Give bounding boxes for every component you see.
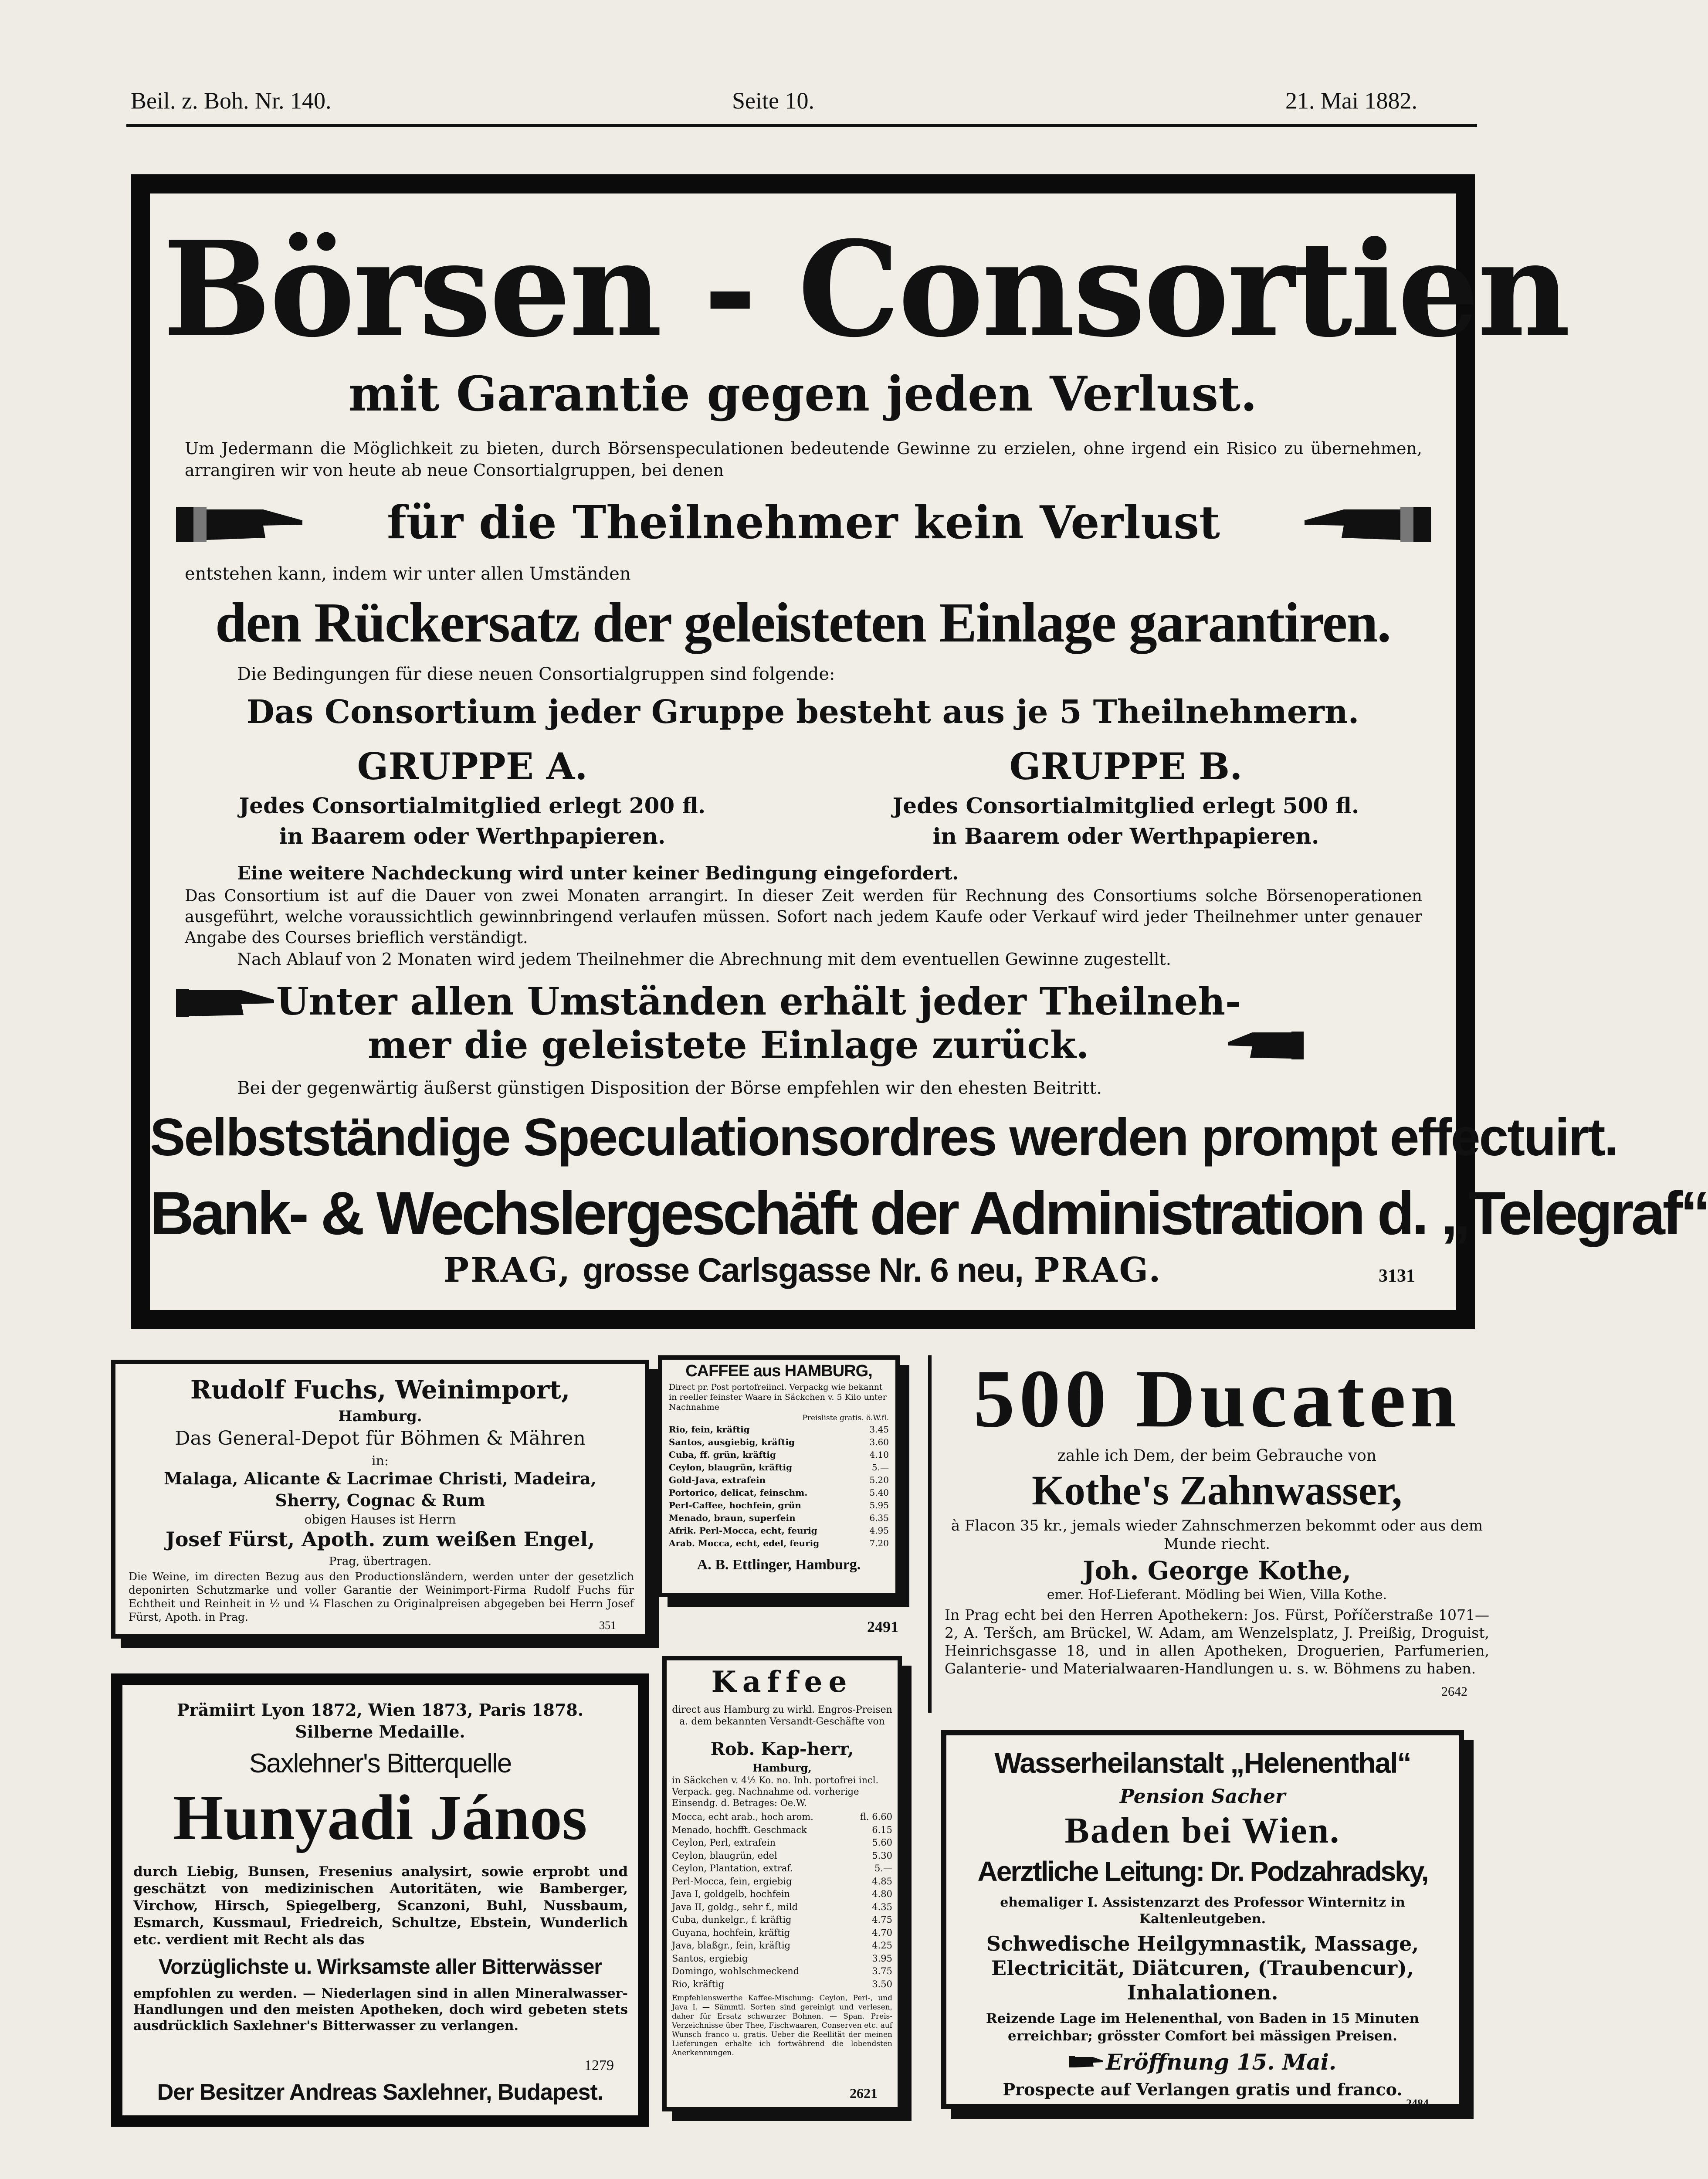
hunyadi-awards: Prämiirt Lyon 1872, Wien 1873, Paris 1878. [177,1700,583,1720]
hunyadi-janos-ad [111,1673,649,2127]
address-city-2: PRAG. [1034,1250,1162,1290]
settlement-text: Nach Ablauf von 2 Monaten wird jedem Theilnehmer die Abrechnung mit dem eventuellen Gewinne zugestellt. [237,950,1171,969]
main-subtitle: mit Garantie gegen jeden Verlust. [348,366,1257,422]
fuchs-weinimport-ad [111,1360,649,1639]
hunyadi-best: Vorzüglichste u. Wirksamste aller Bitterwässer [158,1955,602,1979]
caffee-title: CAFFEE aus HAMBURG, [685,1362,872,1380]
address-line [150,1248,1456,1292]
main-intro: Um Jedermann die Möglichkeit zu bieten, durch Börsenspeculationen bedeutende Gewinne zu erzielen, ohne irgend ein Risico zu übernehmen, arrangiren wir von heute ab neue Consortialgruppen, bei denen [185,439,1422,480]
kaffee-item: Santos, ergiebig 3.95 [672,1953,892,1964]
kaffee-intro: direct aus Hamburg zu wirkl. Engros-Preisen a. dem bekannten Versandt-Geschäfte von [672,1704,892,1727]
kaffee-item: Perl-Mocca, fein, ergiebig 4.85 [672,1876,892,1887]
kaffee-item: Menado, hochfft. Geschmack 6.15 [672,1824,892,1835]
address-street: grosse Carlsgasse Nr. 6 neu, [583,1251,1023,1289]
caffee-item: Afrik. Perl-Mocca, echt, feurig 4.95 [669,1525,889,1536]
emphasis-line1: Unter allen Umständen erhält jeder Theilneh- [276,980,1241,1024]
kaffee-item: Guyana, hochfein, kräftig 4.70 [672,1927,892,1938]
ducaten-ad [928,1355,1494,1713]
orders-line: Selbstständige Speculationsordres werden prompt effectuirt. [150,1107,1618,1167]
fuchs-wines-1: Malaga, Alicante & Lacrimae Christi, Madeira, [164,1469,596,1488]
can-arise: entstehen kann, indem wir unter allen Umständen [185,564,631,584]
caffee-price-header: Preisliste gratis. ö.W.fl. [802,1414,889,1422]
header-rule [126,124,1477,127]
fuchs-pharmacist: Josef Fürst, Apoth. zum weißen Engel, [165,1527,595,1551]
helenenthal-place: Baden bei Wien. [1064,1810,1341,1851]
ducaten-title: 500 Ducaten [973,1353,1461,1445]
kaffee-item: Java I, goldgelb, hochfein 4.80 [672,1889,892,1899]
kaffee-title: Kaffee [711,1665,853,1699]
group-b-title: GRUPPE B. [1009,745,1243,788]
hunyadi-medal: Silberne Medaille. [295,1722,465,1741]
hand-emphasis-end-icon [1226,1028,1305,1065]
hand-left-icon [176,499,307,548]
recommend-text: Bei der gegenwärtig äußerst günstigen Disposition der Börse empfehlen wir den ehesten Beitritt. [237,1078,1102,1098]
hunyadi-owner: Der Besitzer Andreas Saxlehner, Budapest. [157,2080,603,2105]
kaffee-item: Java, blaßgr., fein, kräftig 4.25 [672,1940,892,1951]
kaffee-item: Domingo, wohlschmeckend 3.75 [672,1966,892,1976]
hunyadi-title: Hunyadi János [173,1782,587,1853]
helenenthal-location: Reizende Lage im Helenenthal, von Baden in 15 Minuten erreichbar; grösster Comfort bei mässigen Preisen. [986,2011,1420,2044]
caffee-firm: A. B. Ettlinger, Hamburg. [697,1557,861,1573]
helenenthal-opening: Eröffnung 15. Mai. [946,2049,1459,2075]
duration-text: Das Consortium ist auf die Dauer von zwei Monaten arrangirt. In dieser Zeit werden für Rechnung des Consortiums solche Börsenoperationen ausgeführt, welche voraussichtlich gewinnbringend verlaufen müssen. Sofort nach jedem Kaufe oder Verkauf wird jeder Theilnehmer unter genauer Angabe des Courses brieflich verständigt. [185,886,1422,947]
ducaten-line2: à Flacon 35 kr., jemals wieder Zahnschmerzen bekommt oder aus dem Munde riecht. [951,1517,1483,1553]
helenenthal-doctor-info: ehemaliger I. Assistenzarzt des Professor Winternitz in Kaltenleutgeben. [1000,1895,1405,1927]
kaffee-price-list [672,1811,892,1991]
ducaten-line1: zahle ich Dem, der beim Gebrauche von [1057,1447,1377,1465]
hand-right-icon [1300,499,1431,548]
kaffee-kapherr-ad [662,1656,902,2111]
caffee-item: Santos, ausgiebig, kräftig 3.60 [669,1437,889,1447]
emphasis-line2: mer die geleistete Einlage zurück. [368,1023,1089,1067]
fuchs-transferred: Prag, übertragen. [329,1555,432,1568]
hunyadi-text2: empfohlen zu werden. — Niederlagen sind in allen Mineralwasser-Handlungen und den meisten Apotheken, doch wird gebeten stets ausdrücklich Saxlehner's Bitterwasser zu verlangen. [133,1986,628,2033]
conditions: Die Bedingungen für diese neuen Consortialgruppen sind folgende: [237,664,835,684]
caffee-item: Portorico, delicat, feinschm. 5.40 [669,1487,889,1498]
header-left: Beil. z. Boh. Nr. 140. [131,88,332,114]
main-ref: 3131 [1379,1266,1415,1286]
fuchs-text: Die Weine, im directen Bezug aus den Productionsländern, werden unter der gesetzlich deponirten Schutzmarke und voller Garantie der Weinimport-Firma Rudolf Fuchs für Echtheit und Reinheit in ½ und ¼ Flaschen zu Originalpreisen abgegeben bei Herrn Josef Fürst, Apoth. in Prag. [129,1570,634,1623]
address-city-1: PRAG, [443,1250,572,1290]
hand-emphasis-icon [176,982,276,1023]
caffee-hamburg-ad [658,1355,900,1597]
helenenthal-doctor: Aerztliche Leitung: Dr. Podzahradsky, [977,1856,1428,1887]
fuchs-city: Hamburg. [338,1408,422,1425]
kaffee-item: Ceylon, Plantation, extraf. 5.— [672,1863,892,1874]
bank-line: Bank- & Wechslergeschäft der Administration d. „Telegraf“ [150,1179,1708,1247]
caffee-item: Perl-Caffee, hochfein, grün 5.95 [669,1500,889,1510]
helenenthal-title: Wasserheilanstalt „Helenenthal“ [994,1747,1411,1779]
kaffee-item: Ceylon, blaugrün, edel 5.30 [672,1850,892,1861]
caffee-ref: 2491 [867,1618,898,1636]
hunyadi-text: durch Liebig, Bunsen, Fresenius analysirt, sowie erprobt und geschätzt von medizinischen Autoritäten, wie Bamberger, Virchow, Hirsch, Spiegelberg, Scanzoni, Buhl, Nussbaum, Esmarch, Kussmaul, Friedreich, Schultze, Ebstein, Wunderlich etc. verdient mit Recht als das [133,1864,628,1948]
fuchs-for: in: [371,1453,389,1469]
fuchs-named: obigen Hauses ist Herrn [304,1512,456,1527]
group-b-line2: in Baarem oder Werthpapieren. [932,823,1319,849]
helenenthal-prospect: Prospecte auf Verlangen gratis und franco. [1003,2080,1403,2099]
caffee-item: Gold-Java, extrafein 5.20 [669,1475,889,1485]
group-a-title: GRUPPE A. [357,745,588,788]
kaffee-item: Java II, goldg., sehr f., mild 4.35 [672,1901,892,1912]
helenenthal-ref: 2484 [1406,2097,1429,2110]
caffee-item: Arab. Mocca, echt, edel, feurig 7.20 [669,1538,889,1548]
refund-line: den Rückersatz der geleisteten Einlage garantiren. [215,591,1391,654]
hunyadi-ref: 1279 [584,2057,614,2074]
boersen-consortien-ad [131,174,1708,1329]
ducaten-name: Joh. George Kothe, [1083,1556,1351,1585]
no-loss-line: für die Theilnehmer kein Verlust [386,496,1220,549]
ducaten-ref: 2642 [1441,1684,1467,1699]
no-further: Eine weitere Nachdeckung wird unter keiner Bedingung eingefordert. [237,862,959,884]
caffee-item: Menado, braun, superfein 6.35 [669,1513,889,1523]
ducaten-supplier: emer. Hof-Lieferant. Mödling bei Wien, Villa Kothe. [1047,1587,1387,1602]
kaffee-item: Cuba, dunkelgr., f. kräftig 4.75 [672,1914,892,1925]
helenenthal-ad [941,1730,1464,2109]
caffee-item: Ceylon, blaugrün, kräftig 5.— [669,1462,889,1473]
kaffee-firm: Rob. Kap-herr, [710,1739,854,1759]
caffee-item: Rio, fein, kräftig 3.45 [669,1424,889,1435]
fuchs-depot: Das General-Depot für Böhmen & Mähren [175,1427,586,1449]
kaffee-city: Hamburg, [752,1762,812,1774]
kaffee-text: Empfehlenswerthe Kaffee-Mischung: Ceylon, Perl-, und Java I. — Sämmtl. Sorten sind gereinigt und verlesen, daher für Ersatz schwarzer Bohnen. — Span. Preis-Verzeichnisse über Thee, Fischwaaren, Conserven etc. auf Wunsch franco u. gratis. Ueber die Reellität der meinen Lieferungen erhalte ich fortwährend die lobendsten Anerkennungen. [672,1994,892,2057]
kaffee-item: Ceylon, Perl, extrafein 5.60 [672,1837,892,1848]
caffee-intro: Direct pr. Post portofreiincl. Verpackg wie bekannt in reeller feinster Waare in Säckchen v. 5 Kilo unter Nachnahme [669,1382,887,1412]
helenenthal-pension: Pension Sacher [1119,1785,1286,1808]
header-center: Seite 10. [732,88,814,114]
kaffee-ref: 2621 [850,2085,878,2101]
helenenthal-services: Schwedische Heilgymnastik, Massage, Electricität, Diätcuren, (Traubencur), Inhalationen. [986,1932,1419,2004]
fuchs-ref: 351 [599,1619,616,1632]
kaffee-intro2: in Säckchen v. 4½ Ko. no. Inh. portofrei incl. Verpack. geg. Nachnahme od. vorherige Einsendg. d. Betrages: Oe.W. [672,1775,879,1808]
hunyadi-source: Saxlehner's Bitterquelle [249,1748,512,1778]
fuchs-title: Rudolf Fuchs, Weinimport, [190,1375,570,1405]
kaffee-item: Mocca, echt arab., hoch arom. fl. 6.60 [672,1812,892,1822]
main-title: Börsen - Consortien [163,212,1569,366]
ducaten-product: Kothe's Zahnwasser, [1032,1467,1402,1514]
caffee-price-list [669,1423,889,1550]
pointing-hand-icon [1069,2053,1104,2072]
group-a-line2: in Baarem oder Werthpapieren. [279,823,666,849]
kaffee-item: Rio, kräftig 3.50 [672,1979,892,1989]
group-a-line1: Jedes Consortialmitglied erlegt 200 fl. [239,793,706,818]
group-b-line1: Jedes Consortialmitglied erlegt 500 fl. [892,793,1359,818]
ducaten-text: In Prag echt bei den Herren Apothekern: Jos. Fürst, Poříčerstraße 1071—2, A. Teršch, am Brückel, W. Adam, am Wenzelsplatz, J. Preißig, Droguist, Heinrichsgasse 18, und in allen Apotheken, Droguerien, Parfumerien, Galanterie- und Materialwaaren-Handlungen u. s. w. Böhmens zu haben. [945,1606,1489,1677]
fuchs-wines-2: Sherry, Cognac & Rum [275,1490,485,1510]
caffee-item: Cuba, ff. grün, kräftig 4.10 [669,1449,889,1460]
header-right: 21. Mai 1882. [1285,88,1417,114]
consortium-line: Das Consortium jeder Gruppe besteht aus je 5 Theilnehmern. [246,693,1359,731]
